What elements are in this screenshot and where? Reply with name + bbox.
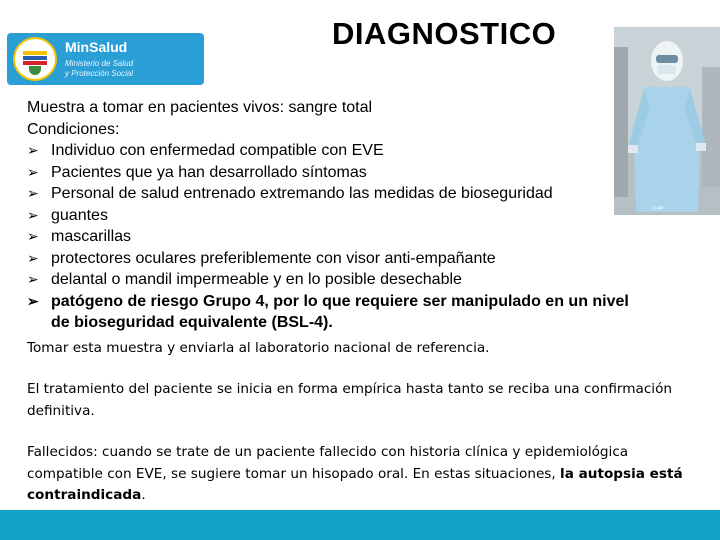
referral-paragraph: Tomar esta muestra y enviarla al laboratorio nacional de referencia.	[27, 340, 490, 356]
arrow-bullet-icon: ➢	[27, 163, 39, 180]
arrow-bullet-icon: ➢	[27, 142, 39, 158]
condition-item: ➢ Pacientes que ya han desarrollado síntomas	[27, 162, 717, 184]
treatment-paragraph: El tratamiento del paciente se inicia en forma empírica hasta tanto se reciba una confirmación definitiva.	[27, 381, 672, 419]
slide-title: DIAGNOSTICO	[332, 16, 557, 51]
autopsy-warning: la autopsia está contraindicada	[27, 465, 683, 503]
arrow-bullet-icon: ➢	[27, 228, 39, 244]
condition-item: ➢ Personal de salud entrenado extremando las medidas de bioseguridad	[27, 183, 717, 205]
deceased-paragraph: Fallecidos: cuando se trate de un paciente fallecido con historia clínica y epidemiológica compatible con EVE, se sugiere tomar un hisopado oral. En estas situaciones, la autopsia está contraindicada.	[27, 444, 683, 503]
arrow-bullet-icon: ➢	[27, 271, 39, 287]
pathogen-line1: patógeno de riesgo Grupo 4, por lo que requiere ser manipulado en un nivel	[51, 292, 629, 310]
condition-item: ➢ Individuo con enfermedad compatible con EVE	[27, 140, 717, 162]
condition-item: ➢ guantes	[27, 205, 717, 227]
condition-item: ➢ protectores oculares preferiblemente con visor anti-empañante	[27, 248, 717, 270]
minsalud-logo	[7, 33, 204, 85]
colombia-seal-icon	[13, 37, 57, 81]
pathogen-risk-item	[27, 291, 717, 334]
logo-subtitle-line2: y Protección Social	[65, 69, 134, 78]
conditions-label: Condiciones:	[27, 120, 120, 138]
arrow-bullet-icon: ➢	[27, 292, 39, 309]
sample-line: Muestra a tomar en pacientes vivos: sangre total	[27, 99, 373, 116]
logo-name: MinSalud	[65, 39, 128, 55]
arrow-bullet-icon: ➢	[27, 249, 39, 266]
condition-item: ➢ mascarillas	[27, 226, 717, 248]
diagnosis-content	[27, 97, 717, 334]
svg-text:©AP: ©AP	[652, 206, 664, 212]
bottom-bar	[0, 510, 720, 540]
arrow-bullet-icon: ➢	[27, 206, 39, 223]
condition-item: ➢ delantal o mandil impermeable y en lo posible desechable	[27, 269, 717, 291]
arrow-bullet-icon: ➢	[27, 185, 39, 201]
conditions-list	[27, 140, 717, 334]
pathogen-line2: de bioseguridad equivalente (BSL-4).	[51, 314, 333, 331]
logo-subtitle-line1: Ministerio de Salud	[65, 59, 134, 68]
